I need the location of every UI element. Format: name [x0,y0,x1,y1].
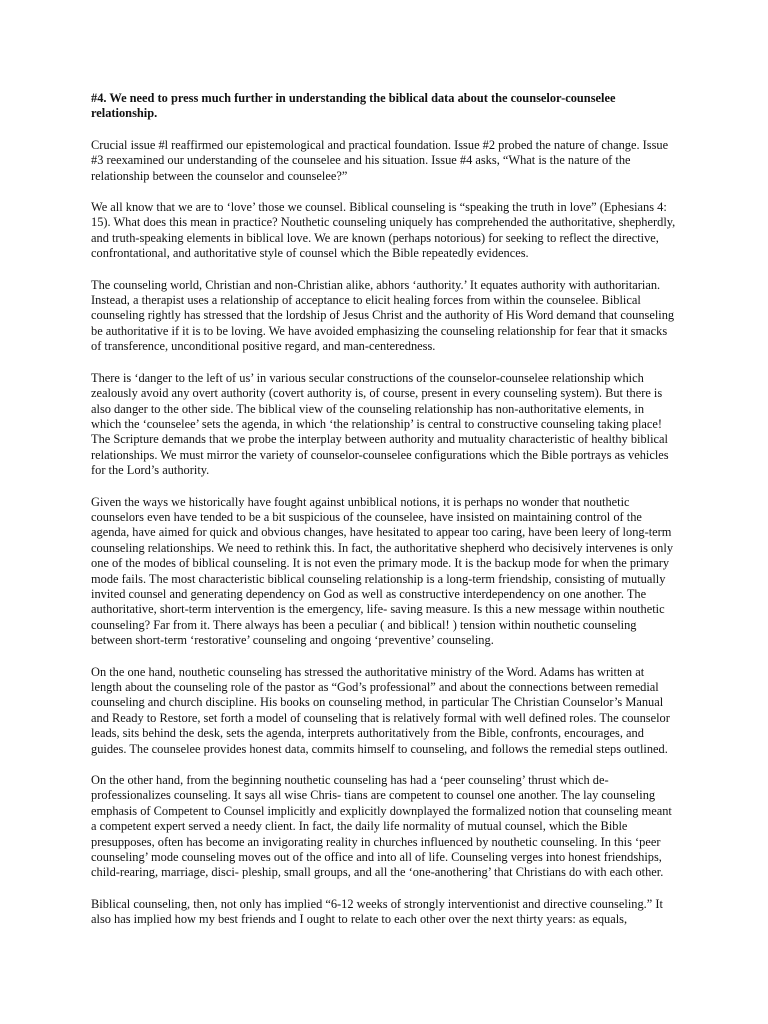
paragraph-3: The counseling world, Christian and non-Christian alike, abhors ‘authority.’ It equates authority with authoritarian. Instead, a therapist uses a relationship of acceptance to elicit healing forces from within the counselee. Biblical counseling rightly has stressed that the lordship of Jesus Christ and the authority of His Word demand that counseling be authoritative if it is to be loving. We have avoided emphasizing the counseling relationship for fear that it smacks of transference, unconditional positive regard, and man-centeredness. [91,277,675,354]
paragraph-1: Crucial issue #l reaffirmed our epistemological and practical foundation. Issue #2 probed the nature of change. Issue #3 reexamined our understanding of the counselee and his situation. Issue #4 asks, “What is the nature of the relationship between the counselor and counselee?” [91,137,669,183]
document-page [91,91,677,944]
paragraph-7: On the other hand, from the beginning nouthetic counseling has had a ‘peer counseling’ thrust which de-professionalizes counseling. It says all wise Chris- tians are competent to counsel one another. The lay counseling emphasis of Competent to Counsel implicitly and explicitly downplayed the formalized notion that counseling meant a competent expert served a needy client. In fact, the daily life normality of mutual counsel, which the Bible presupposes, often has become an invigorating reality in churches influenced by nouthetic counseling. In this ‘peer counseling’ mode counseling moves out of the office and into all of life. Counseling verges into honest friendships, child-rearing, marriage, disci- pleship, small groups, and all the ‘one-anothering’ that Christians do with each other. [91,773,672,880]
paragraph-8: Biblical counseling, then, not only has implied “6-12 weeks of strongly interventionist and directive counseling.” It also has implied how my best friends and I ought to relate to each other over the next thirty years: as equals, [91,896,663,927]
paragraph-4: There is ‘danger to the left of us’ in various secular constructions of the counselor-counselee relationship which zealously avoid any overt authority (covert authority is, of course, present in every counseling system). But there is also danger to the other side. The biblical view of the counseling relationship has non-authoritative elements, in which the ‘counselee’ sets the agenda, in which ‘the relationship’ is central to constructive counseling taking place! The Scripture demands that we probe the interplay between authority and mutuality characteristic of healthy biblical relationships. We must mirror the variety of counselor-counselee configurations which the Bible portrays as vehicles for the Lord’s authority. [91,370,669,478]
paragraph-6: On the one hand, nouthetic counseling has stressed the authoritative ministry of the Word. Adams has written at length about the counseling role of the pastor as “God’s professional” and about the connections between remedial counseling and church discipline. His books on counseling method, in particular The Christian Counselor’s Manual and Ready to Restore, set forth a model of counseling that is relatively formal with well defined roles. The counselor leads, sits behind the desk, sets the agenda, interprets authoritatively from the Bible, confronts, encourages, and guides. The counselee provides honest data, commits himself to counseling, and follows the remedial steps outlined. [91,664,670,756]
paragraph-5: Given the ways we historically have fought against unbiblical notions, it is perhaps no wonder that nouthetic counselors even have tended to be a bit suspicious of the counselee, have insisted on maintaining control of the agenda, have aimed for quick and obvious changes, have hesitated to appear too caring, have been leery of long-term counseling relationships. We need to rethink this. In fact, the authoritative shepherd who decisively intervenes is only one of the modes of biblical counseling. It is not even the primary mode. It is the backup mode for when the primary mode fails. The most characteristic biblical counseling relationship is a long-term friendship, consisting of mutually invited counsel and generating dependency on God as well as constructive interdependency on one another. The authoritative, short-term intervention is the emergency, life- saving measure. Is this a new message within nouthetic counseling? Far from it. There always has been a peculiar ( and biblical! ) tension within nouthetic counseling between short-term ‘restorative’ counseling and ongoing ‘preventive’ counseling. [91,494,674,648]
paragraph-2: We all know that we are to ‘love’ those we counsel. Biblical counseling is “speaking the truth in love” (Ephesians 4: 15). What does this mean in practice? Nouthetic counseling uniquely has comprehended the authoritative, shepherdly, and truth-speaking elements in biblical love. We are known (perhaps notorious) for seeking to reflect the directive, confrontational, and authoritative style of counsel which the Bible repeatedly evidences. [91,200,676,261]
section-heading: #4. We need to press much further in understanding the biblical data about the counselor-counselee relationship. [91,91,616,121]
